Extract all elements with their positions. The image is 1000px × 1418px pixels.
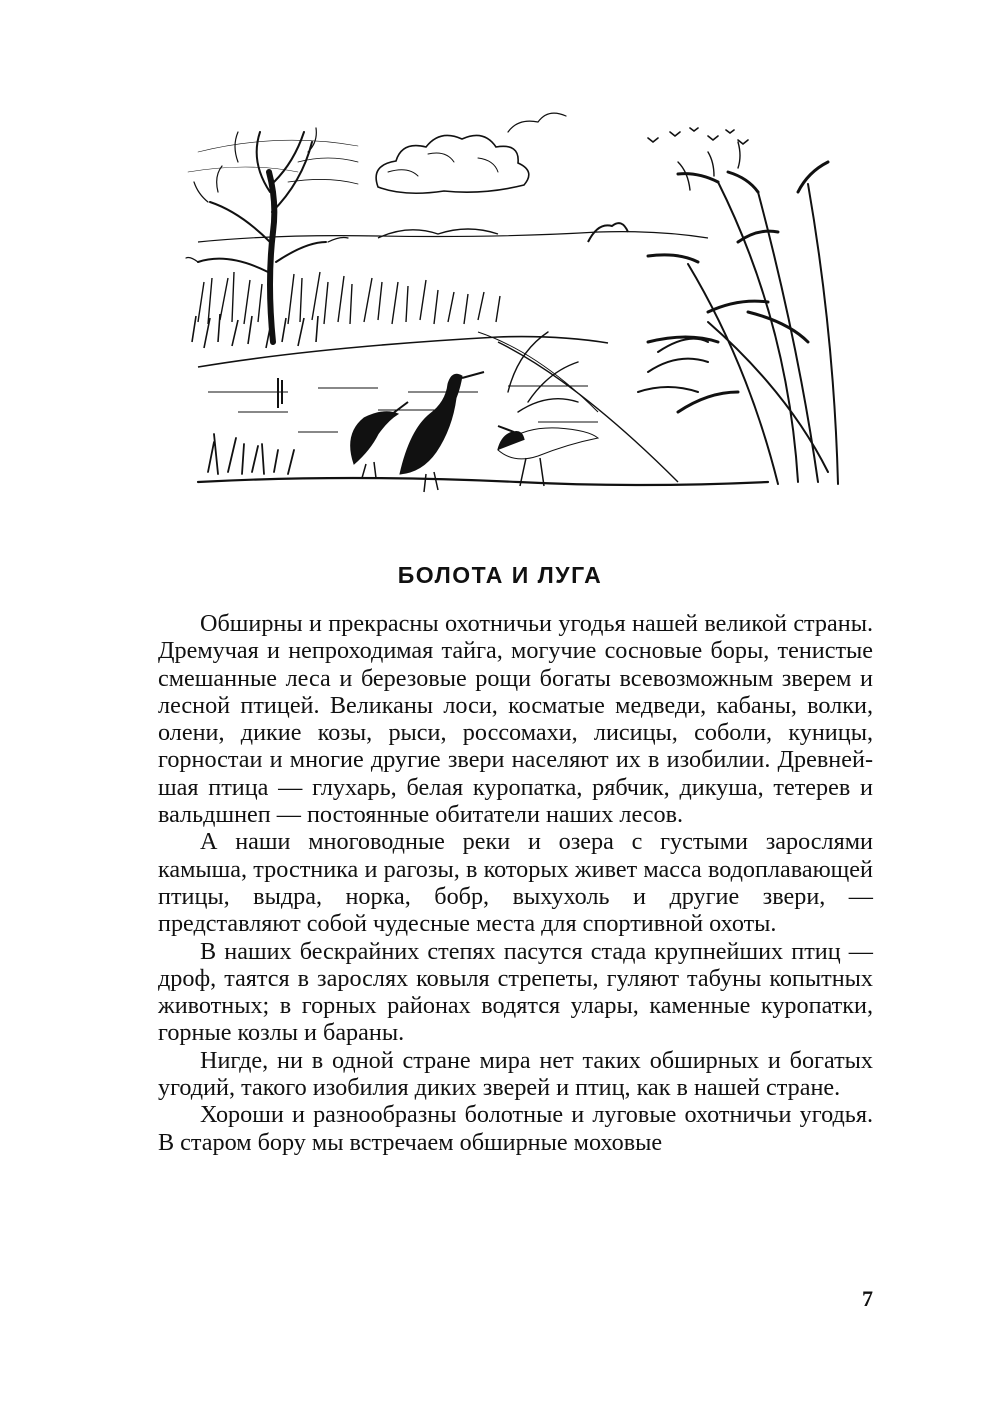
body-text	[158, 610, 873, 1156]
chapter-title: БОЛОТА И ЛУГА	[397, 562, 603, 588]
paragraph: Нигде, ни в одной стране мира нет таких обширных и богатых угодий, такого изобилия диких зверей и птиц, как в нашей стране.	[158, 1046, 873, 1102]
swamp-illustration-drawing	[178, 92, 846, 500]
paragraph: Хороши и разнообразны болотные и луговые охотничьи угодья. В старом бору мы встречаем обширные моховые	[158, 1101, 873, 1156]
swamp-illustration	[178, 92, 846, 500]
paragraph: В наших бескрайних степях пасутся стада крупнейших птиц — дроф, таятся в зарослях ковыля стрепеты, гуляют табуны копытных животных; в горных районах водятся улары, каменные куропатки, горные козлы и бараны.	[158, 937, 873, 1047]
paragraph: А наши многоводные реки и озера с густыми зарослями камыша, тростника и рагозы, в которых живет масса водоплавающей птицы, выдра, норка, бобр, выхухоль и другие звери, — представляют собой чудесные места для спортивной охоты.	[158, 828, 873, 938]
page-number: 7	[862, 1286, 873, 1311]
paragraph: Обширны и прекрасны охотничьи угодья нашей великой страны. Дремучая и непроходимая тайга, могучие сосновые боры, тенистые смешанные леса и березовые рощи богаты всевозможным зверем и лесной птицей. Великаны лоси, косматые медведи, кабаны, волки, олени, дикие козы, рыси, россомахи, лисицы, соболи, куницы, горностаи и многие другие звери населяют их в изобилии. Древнейшая птица — глухарь, белая куропатка, рябчик, дикуша, тетерев и вальдшнеп — постоянные обитатели наших лесов.	[158, 610, 873, 829]
